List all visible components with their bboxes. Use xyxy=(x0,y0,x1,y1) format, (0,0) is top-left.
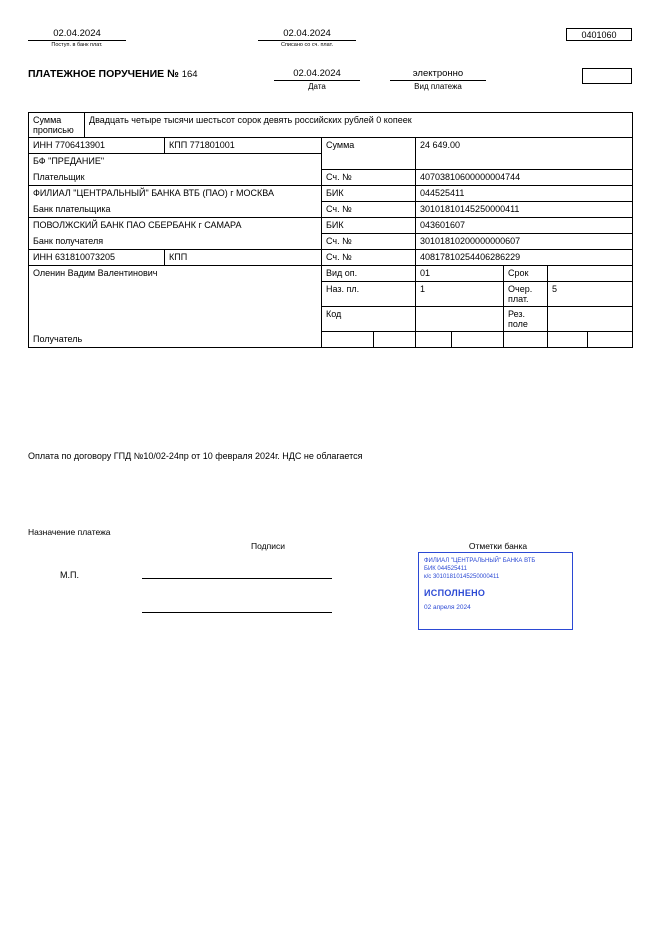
payer-inn-kpp-row xyxy=(29,138,633,154)
extra-cell-6 xyxy=(548,332,588,348)
bank-execution-stamp xyxy=(418,552,573,630)
extra-cell-7 xyxy=(588,332,633,348)
payer-kpp-cell xyxy=(165,138,322,154)
op-kind-value: 01 xyxy=(416,266,504,282)
debited-date-caption: Списано со сч. плат. xyxy=(280,42,334,48)
payee-caption-row xyxy=(29,332,633,348)
payer-bank-name: ФИЛИАЛ "ЦЕНТРАЛЬНЫЙ" БАНКА ВТБ (ПАО) г МОСКВА xyxy=(29,186,322,202)
payee-bank-bik-value: 043601607 xyxy=(416,218,633,234)
payee-inn-cell xyxy=(29,250,165,266)
payer-bank-caption: Банк плательщика xyxy=(29,202,322,218)
page-title xyxy=(28,68,198,80)
document-title-row xyxy=(28,68,632,92)
signature-line-1 xyxy=(142,578,332,579)
payee-caption: Получатель xyxy=(29,332,322,348)
purpose-caption: Назначение платежа xyxy=(28,527,111,537)
term-value xyxy=(548,266,633,282)
payment-kind-code-box xyxy=(582,68,632,84)
payee-bank-account-row xyxy=(29,234,633,250)
payer-inn-label: ИНН xyxy=(33,140,53,150)
code-value xyxy=(416,307,504,332)
extra-cell-4 xyxy=(452,332,504,348)
payer-bank-account-label: Сч. № xyxy=(322,202,416,218)
stamp-bik: БИК 044525411 xyxy=(424,566,467,572)
amount-words-label xyxy=(29,113,85,138)
amount-words-label-line2: прописью xyxy=(33,125,74,135)
payer-kpp-label: КПП xyxy=(169,140,188,150)
sum-value: 24 649.00 xyxy=(420,140,461,150)
res-field-label: Рез. поле xyxy=(504,307,548,332)
stamp-corr-account: к/с 30101810145250000411 xyxy=(424,574,500,580)
payer-account-label: Сч. № xyxy=(322,170,416,186)
payer-name-cell: БФ "ПРЕДАНИЕ" xyxy=(29,154,322,170)
payee-bank-name-row xyxy=(29,218,633,234)
debited-date-block xyxy=(258,28,356,48)
form-code: 0401060 xyxy=(566,28,632,41)
debited-date-value: 02.04.2024 xyxy=(258,28,356,41)
purpose-code-value: 1 xyxy=(416,282,504,307)
extra-cell-3 xyxy=(416,332,452,348)
payer-account-value: 40703810600000004744 xyxy=(416,170,633,186)
payment-kind-value: электронно xyxy=(390,68,486,81)
code-res-row xyxy=(29,307,633,332)
payee-bank-name: ПОВОЛЖСКИЙ БАНК ПАО СБЕРБАНК г САМАРА xyxy=(29,218,322,234)
payer-kpp-value: 771801001 xyxy=(189,140,235,150)
payee-inn-kpp-row xyxy=(29,250,633,266)
purpose-code-label: Наз. пл. xyxy=(322,282,416,307)
signatures-caption: Подписи xyxy=(251,541,285,551)
priority-value: 5 xyxy=(548,282,633,307)
code-label: Код xyxy=(322,307,416,332)
payee-inn-label: ИНН xyxy=(33,252,53,262)
amount-words-row xyxy=(29,113,633,138)
payer-inn-value: 7706413901 xyxy=(54,140,106,150)
payee-name-filler xyxy=(29,307,322,332)
payee-name-cell: Оленин Вадим Валентинович xyxy=(29,266,322,307)
priority-label: Очер. плат. xyxy=(504,282,548,307)
payer-inn-cell xyxy=(29,138,165,154)
payee-bank-caption: Банк получателя xyxy=(29,234,322,250)
bank-marks-caption: Отметки банка xyxy=(468,541,528,551)
payer-bank-bik-value: 044525411 xyxy=(416,186,633,202)
stamp-place-label: М.П. xyxy=(60,570,79,580)
payer-caption: Плательщик xyxy=(29,170,322,186)
extra-cell-2 xyxy=(374,332,416,348)
document-header xyxy=(28,28,632,54)
payee-kpp-label: КПП xyxy=(169,252,188,262)
amount-words-label-line1: Сумма xyxy=(33,115,62,125)
payer-account-row xyxy=(29,170,633,186)
received-date-block xyxy=(28,28,126,48)
stamp-date: 02 апреля 2024 xyxy=(424,604,471,611)
purpose-text: Оплата по договору ГПД №10/02-24пр от 10 февраля 2024г. НДС не облагается xyxy=(28,451,363,461)
payee-account-label: Сч. № xyxy=(322,250,416,266)
payee-kpp-cell xyxy=(165,250,322,266)
sum-label: Сумма xyxy=(326,140,355,150)
payee-name-row xyxy=(29,266,633,282)
document-date-caption: Дата xyxy=(308,82,326,91)
op-kind-label: Вид оп. xyxy=(322,266,416,282)
document-title-text: ПЛАТЕЖНОЕ ПОРУЧЕНИЕ № xyxy=(28,68,179,80)
res-field-value xyxy=(548,307,633,332)
extra-cell-5 xyxy=(504,332,548,348)
sum-label-cell xyxy=(322,138,416,170)
received-date-caption: Поступ. в банк плат. xyxy=(51,42,103,48)
payment-details-table xyxy=(28,112,632,348)
document-number: 164 xyxy=(181,69,198,80)
extra-cell-1 xyxy=(322,332,374,348)
payer-bank-bik-label: БИК xyxy=(322,186,416,202)
payee-bank-account-value: 30101810200000000607 xyxy=(416,234,633,250)
payment-kind-block xyxy=(390,68,486,91)
payee-account-value: 40817810254406286229 xyxy=(416,250,633,266)
term-label: Срок xyxy=(504,266,548,282)
payment-kind-caption: Вид платежа xyxy=(414,82,462,91)
document-date-value: 02.04.2024 xyxy=(274,68,360,81)
payer-bank-account-value: 30101810145250000411 xyxy=(416,202,633,218)
stamp-status: ИСПОЛНЕНО xyxy=(424,588,486,598)
received-date-value: 02.04.2024 xyxy=(28,28,126,41)
stamp-bank-name: ФИЛИАЛ "ЦЕНТРАЛЬНЫЙ" БАНКА ВТБ xyxy=(424,558,536,564)
payee-inn-value: 631810073205 xyxy=(54,252,116,262)
sum-value-cell xyxy=(416,138,633,170)
payee-bank-bik-label: БИК xyxy=(322,218,416,234)
signature-line-2 xyxy=(142,612,332,613)
payer-bank-name-row xyxy=(29,186,633,202)
document-date-block xyxy=(274,68,360,91)
signature-area xyxy=(28,538,632,638)
amount-words-value: Двадцать четыре тысячи шестьсот сорок девять российских рублей 0 копеек xyxy=(85,113,633,138)
payer-bank-account-row xyxy=(29,202,633,218)
payee-bank-account-label: Сч. № xyxy=(322,234,416,250)
